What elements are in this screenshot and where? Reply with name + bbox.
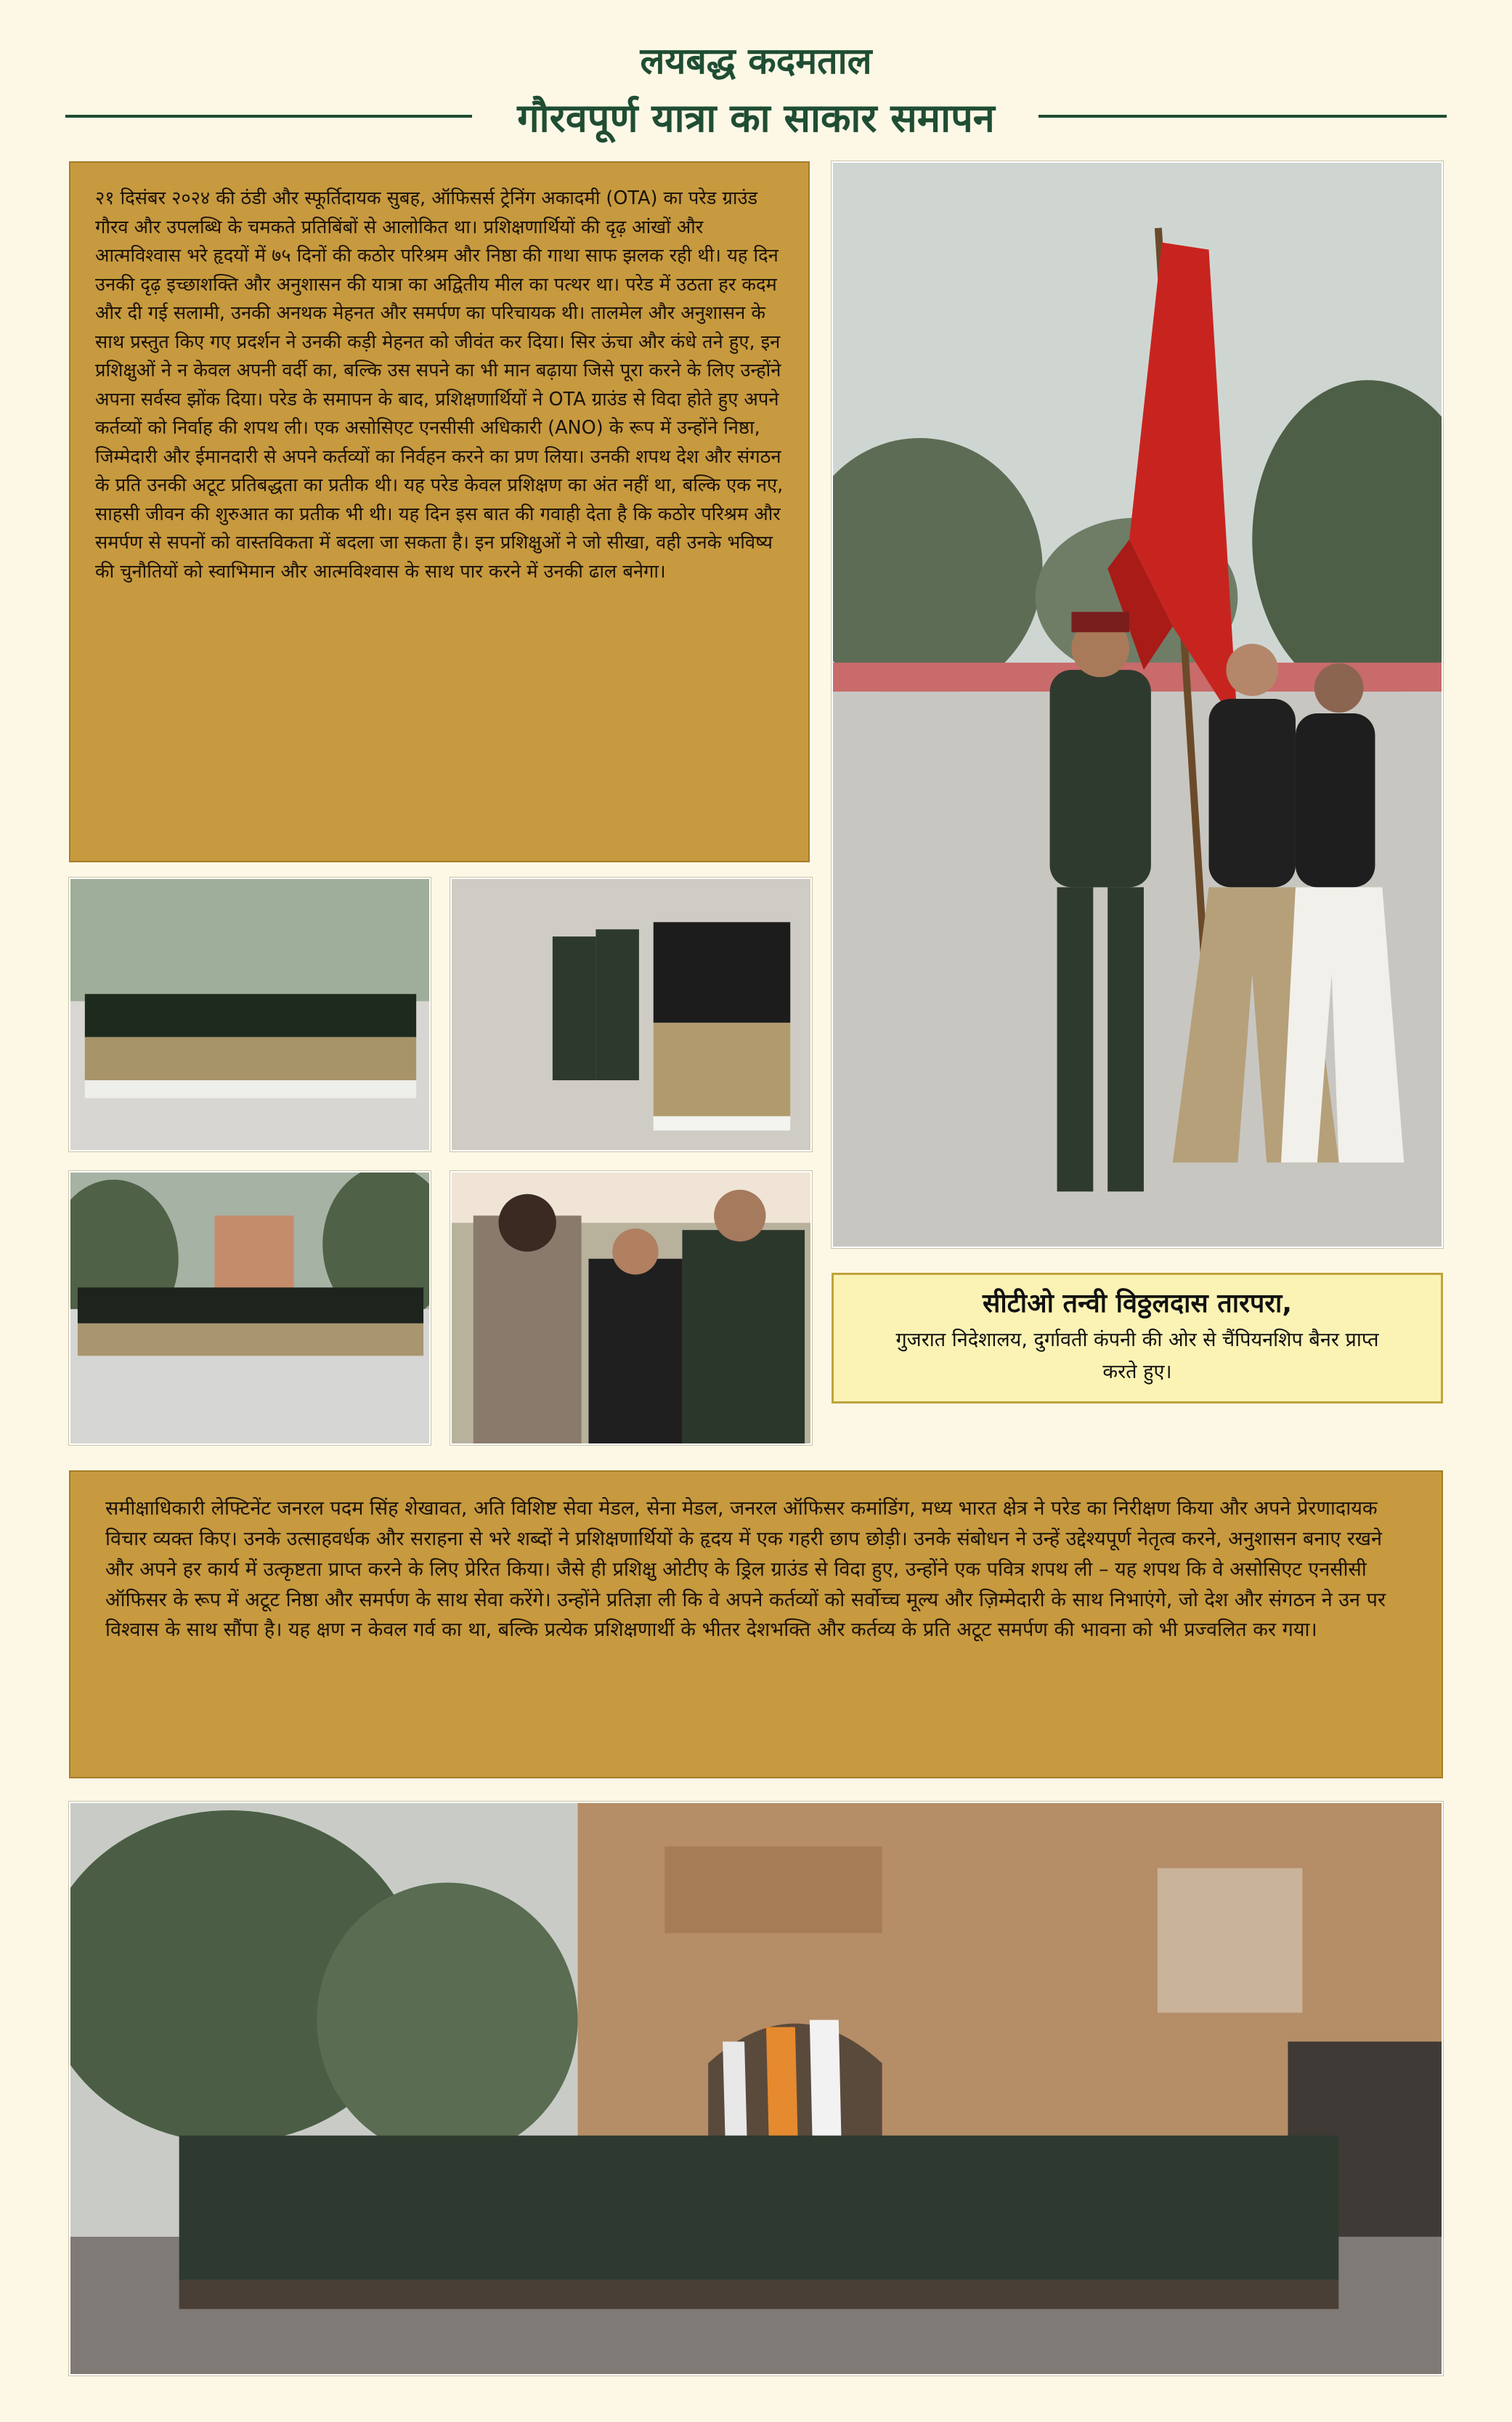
intro-paragraph: २१ दिसंबर २०२४ की ठंडी और स्फूर्तिदायक सुबह, ऑफिसर्स ट्रेनिंग अकादमी (OTA) का परेड ग्राउंड गौरव और उपलब्धि के चमकते प्रतिबिंबों से आलोकित था। प्रशिक्षणार्थियों की दृढ़ आंखों और आत्मविश्वास भरे हृदयों में ७५ दिनों की कठोर परिश्रम और निष्ठा की गाथा साफ झलक रही थी। यह दिन उनकी दृढ़ इच्छाशक्ति और अनुशासन की यात्रा का अद्वितीय मील का पत्थर था। परेड में उठता हर कदम और दी गई सलामी, उनकी अनथक मेहनत और समर्पण का परिचायक थी। तालमेल और अनुशासन के साथ प्रस्तुत किए गए प्रदर्शन ने उनकी कड़ी मेहनत को जीवंत कर दिया। सिर ऊंचा और कंधे तने हुए, इन प्रशिक्षुओं ने न केवल अपनी वर्दी का, बल्कि उस सपने का भी मान बढ़ाया जिसे पूरा करने के लिए उन्होंने अपना सर्वस्व झोंक दिया। परेड के समापन के बाद, प्रशिक्षणार्थियों ने OTA ग्राउंड से विदा होते हुए अपने कर्तव्यों को निर्वाह की शपथ ली। एक असोसिएट एनसीसी अधिकारी (ANO) के रूप में उन्होंने निष्ठा, जिम्मेदारी और ईमानदारी से अपने कर्तव्यों का निर्वहन करने का प्रण लिया। उनकी शपथ देश और संगठन के प्रति उनकी अटूट प्रतिबद्धता का प्रतीक थी। यह परेड केवल प्रशिक्षण का अंत नहीं था, बल्कि एक नए, साहसी जीवन की शुरुआत का प्रतीक भी थी। यह दिन इस बात की गवाही देता है कि कठोर परिश्रम और समर्पण से सपनों को वास्तविकता में बदला जा सकता है। इन प्रशिक्षुओं ने जो सीखा, वही उनके भविष्य की चुनौतियों को स्वाभिमान और आत्मविश्वास के साथ पार करने में उनकी ढाल बनेगा। xyxy=(95,187,784,583)
badge-pinning-photo xyxy=(450,1171,812,1445)
review-text-box xyxy=(69,1470,1443,1778)
caption-name: सीटीओ तन्वी विठ्ठलदास तारपरा, xyxy=(983,1289,1292,1319)
review-paragraph: समीक्षाधिकारी लेफ्टिनेंट जनरल पदम सिंह शेखावत, अति विशिष्ट सेवा मेडल, सेना मेडल, जनरल ऑफिसर कमांडिंग, मध्य भारत क्षेत्र ने परेड का निरीक्षण किया और अपने प्रेरणादायक विचार व्यक्त किए। उनके उत्साहवर्धक और सराहना से भरे शब्दों ने प्रशिक्षणार्थियों के हृदय में एक गहरी छाप छोड़ी। उनके संबोधन ने उन्हें उद्देश्यपूर्ण नेतृत्व करने, अनुशासन बनाए रखने और अपने हर कार्य में उत्कृष्टता प्राप्त करने के लिए प्रेरित किया। जैसे ही प्रशिक्षु ओटीए के ड्रिल ग्राउंड से विदा हुए, उन्होंने एक पवित्र शपथ ली – यह शपथ कि वे असोसिएट एनसीसी ऑफिसर के रूप में अटूट निष्ठा और समर्पण के साथ सेवा करेंगे। उन्होंने प्रतिज्ञा ली कि वे अपने कर्तव्यों को सर्वोच्च मूल्य और ज़िम्मेदारी के साथ निभाएंगे, जो देश और संगठन ने उन पर विश्वास के साथ सौंपा है। यह क्षण न केवल गर्व का था, बल्कि प्रत्येक प्रशिक्षणार्थी के भीतर देशभक्ति और कर्तव्य के प्रति अटूट समर्पण की भावना को भी प्रज्वलित कर गया। xyxy=(105,1497,1386,1642)
group-photo xyxy=(69,1802,1443,2376)
caption-detail: गुजरात निदेशालय, दुर्गावती कंपनी की ओर से चैंपियनशिप बैनर प्राप्त करते हुए। xyxy=(895,1329,1379,1383)
intro-text-box xyxy=(69,161,810,862)
cadet-formation-photo xyxy=(69,1171,431,1445)
flag-presentation-photo xyxy=(832,161,1443,1248)
marching-cadets-photo xyxy=(69,878,431,1151)
photo-caption xyxy=(832,1273,1443,1404)
page-title: गौरवपूर्ण यात्रा का साकार समापन xyxy=(517,95,995,141)
inspection-photo xyxy=(450,878,812,1151)
kicker-heading: लयबद्ध कदमताल xyxy=(640,40,872,82)
title-rule-right xyxy=(1039,115,1447,118)
